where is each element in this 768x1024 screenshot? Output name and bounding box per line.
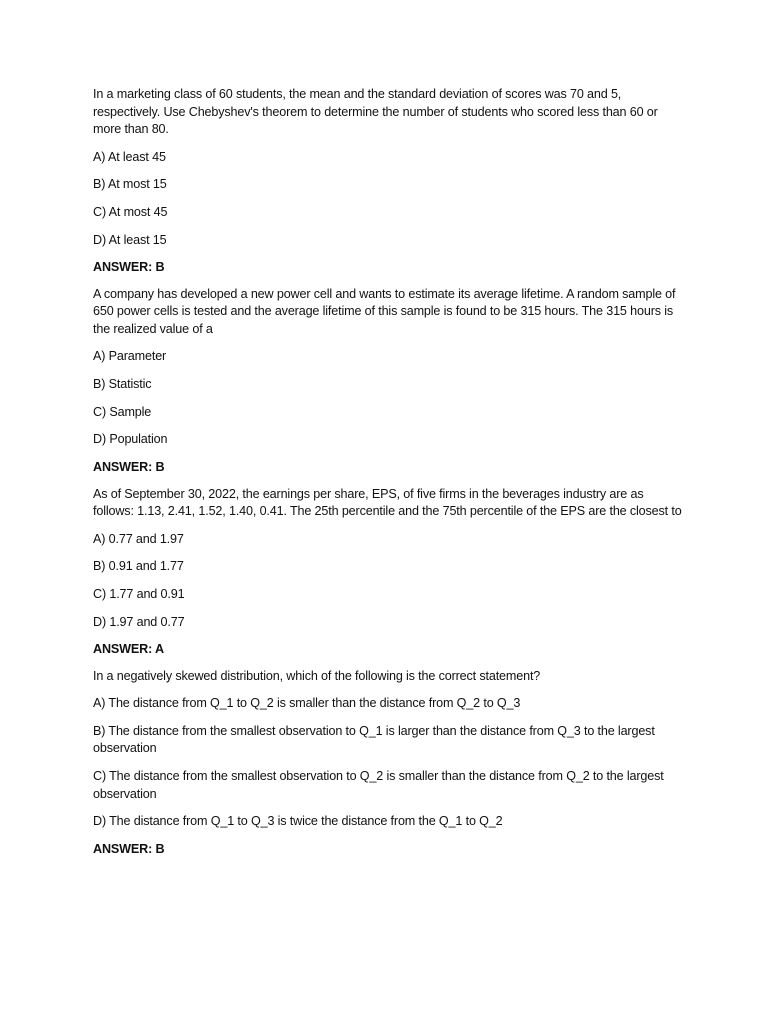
question-2 [93,286,683,477]
option-a: A) 0.77 and 1.97 [93,531,184,546]
option-b: B) The distance from the smallest observation to Q_1 is larger than the distance from Q_3 to the largest observation [93,723,655,756]
option-c: C) Sample [93,404,152,419]
option-c: C) At most 45 [93,204,168,219]
option-c: C) 1.77 and 0.91 [93,586,185,601]
question-text: As of September 30, 2022, the earnings per share, EPS, of five firms in the beverages industry are as follows: 1.13, 2.41, 1.52, 1.40, 0.41. The 25th percentile and the 75th percentile of the EPS are the closest to [93,486,682,518]
question-3 [93,486,683,659]
option-b: B) Statistic [93,376,152,391]
question-text: A company has developed a new power cell and wants to estimate its average lifetime. A random sample of 650 power cells is tested and the average lifetime of this sample is found to be 315 hours. The 315 hours is the realized value of a [93,286,676,336]
document-page [93,86,683,868]
option-c: C) The distance from the smallest observation to Q_2 is smaller than the distance from Q_2 to the largest observation [93,769,664,801]
option-d: D) The distance from Q_1 to Q_3 is twice the distance from the Q_1 to Q_2 [93,814,503,829]
option-a: A) Parameter [93,349,167,364]
question-text: In a marketing class of 60 students, the mean and the standard deviation of scores was 70 and 5, respectively. Use Chebyshev's theorem to determine the number of students who scored less than 60 or more than 80. [93,87,658,136]
option-b: B) At most 15 [93,177,167,192]
answer-label: ANSWER: B [93,460,165,474]
question-1 [93,86,683,277]
question-text: In a negatively skewed distribution, which of the following is the correct statement? [93,668,541,683]
option-a: A) The distance from Q_1 to Q_2 is smaller than the distance from Q_2 to Q_3 [93,696,521,711]
question-4 [93,668,683,859]
option-a: A) At least 45 [93,149,166,164]
answer-label: ANSWER: B [93,842,165,856]
answer-label: ANSWER: A [93,642,164,657]
option-b: B) 0.91 and 1.77 [93,559,184,574]
answer-label: ANSWER: B [93,260,165,275]
option-d: D) 1.97 and 0.77 [93,614,185,629]
option-d: D) Population [93,432,168,447]
option-d: D) At least 15 [93,232,167,247]
